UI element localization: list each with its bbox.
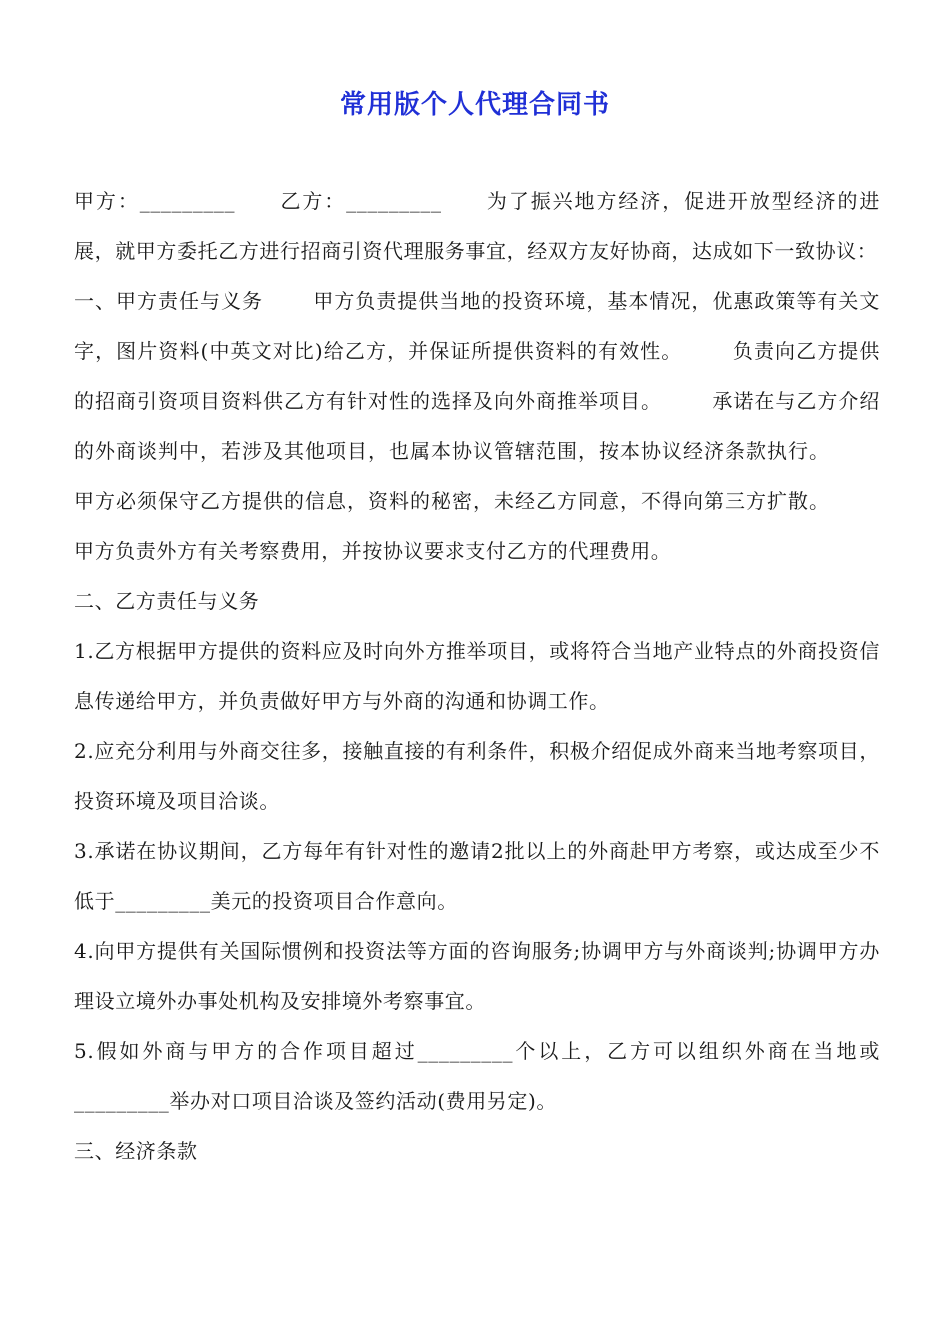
section-2-item: 3.承诺在协议期间，乙方每年有针对性的邀请2批以上的外商赴甲方考察，或达成至少不低于_________美元的投资项目合作意向。 bbox=[74, 839, 880, 913]
section-2-heading: 二、乙方责任与义务 bbox=[74, 589, 260, 613]
section-2-item: 1.乙方根据甲方提供的资料应及时向外方推举项目，或将符合当地产业特点的外商投资信息传递给甲方，并负责做好甲方与外商的沟通和协调工作。 bbox=[74, 639, 880, 713]
document-body bbox=[74, 176, 880, 1176]
party-b-field: 乙方：_________ bbox=[279, 189, 442, 213]
document-title: 常用版个人代理合同书 bbox=[339, 90, 610, 120]
section-2-item: 2.应充分利用与外商交往多，接触直接的有利条件，积极介绍促成外商来当地考察项目，投资环境及项目洽谈。 bbox=[74, 739, 880, 813]
section-2-item: 4.向甲方提供有关国际惯例和投资法等方面的咨询服务;协调甲方与外商谈判;协调甲方办理设立境外办事处机构及安排境外考察事宜。 bbox=[74, 939, 880, 1013]
section-1-heading: 一、甲方责任与义务 bbox=[74, 289, 263, 313]
section-1-item: 甲方负责提供当地的投资环境，基本情况，优惠政策等有关文字，图片资料(中英文对比)给乙方，并保证所提供资料的有效性。 bbox=[74, 289, 880, 363]
intro-paragraph bbox=[74, 176, 880, 276]
section-1-paragraph bbox=[74, 276, 880, 576]
section-2-item: 5.假如外商与甲方的合作项目超过_________个以上，乙方可以组织外商在当地或_________举办对口项目洽谈及签约活动(费用另定)。 bbox=[74, 1039, 880, 1113]
section-1-item: 承诺在与乙方介绍的外商谈判中，若涉及其他项目，也属本协议管辖范围，按本协议经济条款执行。 bbox=[74, 389, 880, 463]
section-1-item: 甲方负责外方有关考察费用，并按协议要求支付乙方的代理费用。 bbox=[74, 539, 672, 563]
section-3-heading: 三、经济条款 bbox=[74, 1139, 198, 1163]
section-1-item: 甲方必须保守乙方提供的信息，资料的秘密，未经乙方同意，不得向第三方扩散。 bbox=[74, 489, 830, 513]
intro-text: 为了振兴地方经济，促进开放型经济的进展，就甲方委托乙方进行招商引资代理服务事宜，经双方友好协商，达成如下一致协议： bbox=[74, 189, 880, 263]
party-a-field: 甲方：_________ bbox=[74, 189, 236, 213]
section-1-item: 负责向乙方提供的招商引资项目资料供乙方有针对性的选择及向外商推举项目。 bbox=[74, 339, 881, 413]
